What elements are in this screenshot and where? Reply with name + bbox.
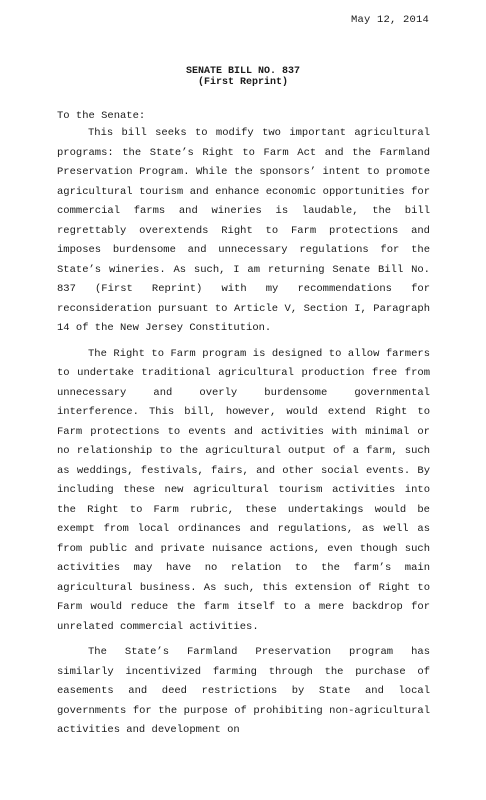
- message-body: [57, 124, 430, 747]
- paragraph-intro: This bill seeks to modify two important agricultural programs: the State’s Right to Farm Act and the Farmland Preservation Program. While the sponsors’ intent to promote agricultural tourism and enhance economic opportunities for commercial farms and wineries is laudable, the bill regrettably overextends Right to Farm protections and imposes burdensome and unnecessary regulations for the State’s wineries. As such, I am returning Senate Bill No. 837 (First Reprint) with my recommendations for reconsideration pursuant to Article V, Section I, Paragraph 14 of the New Jersey Constitution.: [57, 127, 430, 334]
- paragraph-right-to-farm: The Right to Farm program is designed to allow farmers to undertake traditional agricultural production free from unnecessary and overly burdensome governmental interference. This bill, however, would extend Right to Farm protections to events and activities with minimal or no relationship to the agricultural output of a farm, such as weddings, festivals, fairs, and other social events. By including these new agricultural tourism activities into the Right to Farm rubric, these undertakings would be exempt from local ordinances and regulations, as well as from public and private nuisance actions, even though such activities may have no relation to the farm’s main agricultural business. As such, this extension of Right to Farm would reduce the farm itself to a mere backdrop for unrelated commercial activities.: [57, 347, 430, 633]
- paragraph-farmland-preservation: The State’s Farmland Preservation program has similarly incentivized farming through the purchase of easements and deed restrictions by State and local governments for the purpose of prohibiting non-agricultural activities and development on: [57, 646, 430, 736]
- bill-number-heading: SENATE BILL NO. 837: [185, 66, 301, 77]
- document-date: May 12, 2014: [350, 14, 429, 26]
- salutation: To the Senate:: [57, 110, 146, 122]
- reprint-subheading: (First Reprint): [197, 77, 288, 88]
- document-title: [0, 66, 486, 88]
